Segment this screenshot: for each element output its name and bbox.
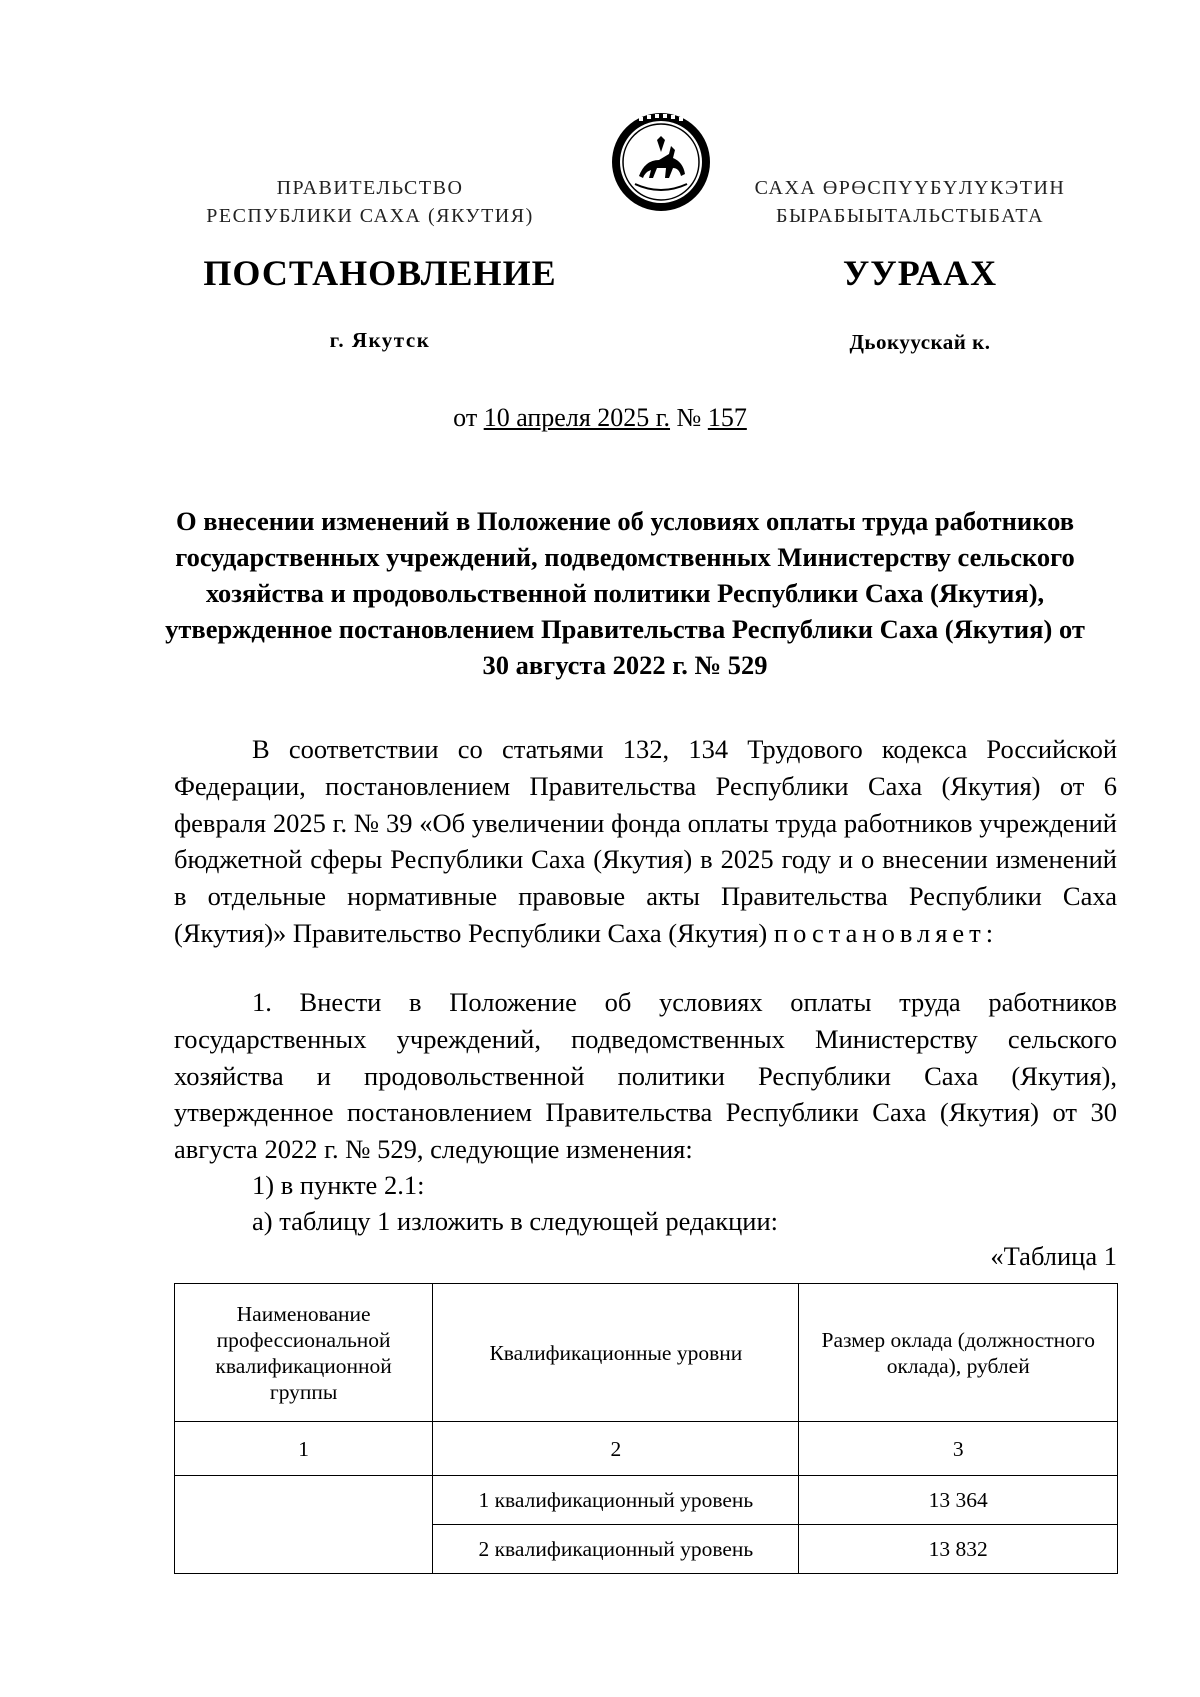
column-number: 1 bbox=[175, 1422, 433, 1476]
table-number-row bbox=[175, 1422, 1118, 1476]
preamble-paragraph bbox=[174, 731, 1117, 952]
header-levels: Квалификационные уровни bbox=[433, 1284, 799, 1422]
date-number-line bbox=[0, 403, 1200, 433]
document-date: 10 апреля 2025 г. bbox=[483, 403, 671, 432]
table-row bbox=[175, 1476, 1118, 1525]
coat-of-arms-emblem bbox=[609, 110, 713, 214]
resolves-word: постановляет: bbox=[773, 917, 999, 948]
header-salary: Размер оклада (должностного оклада), рублей bbox=[799, 1284, 1118, 1422]
government-name-ru bbox=[160, 174, 580, 230]
column-number: 3 bbox=[799, 1422, 1118, 1476]
salary-cell: 13 364 bbox=[799, 1476, 1118, 1525]
column-number: 2 bbox=[433, 1422, 799, 1476]
city-ru: г. Якутск bbox=[329, 328, 431, 352]
city-sakha: Дьокуускай к. bbox=[849, 330, 991, 354]
gov-sakha-line2: БЫРАБЫЫТАЛЬСТЫБАТА bbox=[775, 205, 1045, 227]
header-group-name: Наименование профессиональной квалификационной группы bbox=[175, 1284, 433, 1422]
subitem-1: 1) в пункте 2.1: bbox=[252, 1170, 425, 1200]
document-title: О внесении изменений в Положение об условиях оплаты труда работников государственных учреждений, подведомственных Министерству сельского хозяйства и продовольственной политики Республики Саха (Якутия), утвержденное постановлением Правительства Республики Саха (Якутия) от 30 августа 2022 г. № 529 bbox=[165, 506, 1085, 680]
salary-cell: 13 832 bbox=[799, 1525, 1118, 1574]
document-number: 157 bbox=[707, 403, 747, 432]
gov-sakha-line1: САХА ӨРӨСПҮҮБҮЛҮКЭТИН bbox=[754, 177, 1066, 199]
level-cell: 2 квалификационный уровень bbox=[433, 1525, 799, 1574]
subitem-a: а) таблицу 1 изложить в следующей редакции: bbox=[252, 1206, 779, 1236]
number-sign: № bbox=[670, 403, 708, 432]
gov-ru-line2: РЕСПУБЛИКИ САХА (ЯКУТИЯ) bbox=[206, 205, 534, 227]
gov-ru-line1: ПРАВИТЕЛЬСТВО bbox=[276, 177, 464, 199]
level-cell: 1 квалификационный уровень bbox=[433, 1476, 799, 1525]
emblem-icon bbox=[609, 110, 713, 214]
preamble-text: В соответствии со статьями 132, 134 Трудового кодекса Российской Федерации, постановлением Правительства Республики Саха (Якутия) от 6 февраля 2025 г. № 39 «Об увеличении фонда оплаты труда работников учреждений бюджетной сферы Республики Саха (Якутия) в 2025 году и о внесении изменений в отдельные нормативные правовые акты Правительства Республики Саха (Якутия)» Правительство Республики Саха (Якутия) bbox=[174, 734, 1117, 948]
table-label: «Таблица 1 bbox=[990, 1241, 1117, 1271]
government-name-sakha bbox=[700, 174, 1120, 230]
item-1-paragraph: 1. Внести в Положение об условиях оплаты труда работников государственных учреждений, подведомственных Министерству сельского хозяйства и продовольственной политики Республики Саха (Якутия), утвержденное постановлением Правительства Республики Саха (Якутия) от 30 августа 2022 г. № 529, следующие изменения: bbox=[174, 987, 1117, 1165]
doc-type-sakha: УУРААХ bbox=[842, 253, 998, 293]
date-prefix: от bbox=[453, 403, 484, 432]
salary-table bbox=[174, 1283, 1118, 1574]
table-header-row bbox=[175, 1284, 1118, 1422]
group-name-cell bbox=[175, 1476, 433, 1574]
doc-type-ru: ПОСТАНОВЛЕНИЕ bbox=[203, 253, 557, 293]
